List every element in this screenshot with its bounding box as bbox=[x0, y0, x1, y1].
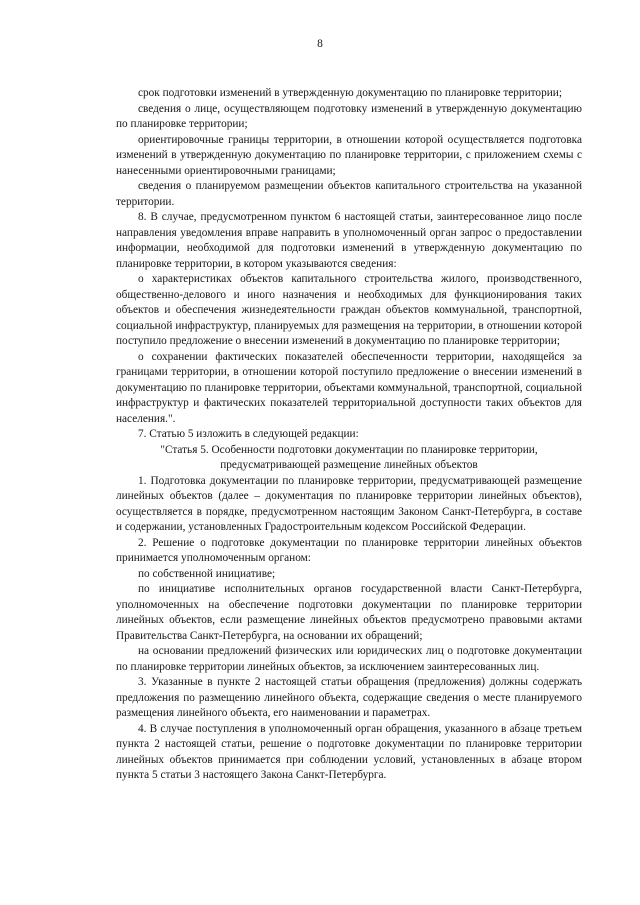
paragraph: 2. Решение о подготовке документации по планировке территории линейных объектов принимается уполномоченным органом: bbox=[116, 536, 582, 564]
paragraph: ориентировочные границы территории, в отношении которой осуществляется подготовка изменений в утвержденную документацию по планировке территории, с приложением схемы с нанесенными ориентировочными границами; bbox=[116, 133, 582, 177]
paragraph: о характеристиках объектов капитального строительства жилого, производственного, общественно-делового и иного назначения и необходимых для функционирования таких объектов и обеспечения жизнедеятельности граждан объектов коммунальной, транспортной, социальной инфраструктур, планируемых для размещения на территории, в отношении которой поступило предложение о внесении изменений в документацию по планировке территории; bbox=[116, 273, 582, 347]
paragraph: по собственной инициативе; bbox=[138, 567, 276, 580]
page-number: 8 bbox=[317, 38, 323, 50]
paragraph: сведения о планируемом размещении объектов капитального строительства на указанной территории. bbox=[116, 180, 582, 208]
paragraph: на основании предложений физических или юридических лиц о подготовке документации по планировке территории линейных объектов, за исключением заинтересованных лиц. bbox=[116, 645, 582, 673]
paragraph: сведения о лице, осуществляющем подготовку изменений в утвержденную документацию по планировке территории; bbox=[116, 102, 582, 130]
paragraph: 3. Указанные в пункте 2 настоящей статьи обращения (предложения) должны содержать предложения по размещению линейного объекта, содержащие сведения о месте планируемого размещения линейного объекта, его наименовании и параметрах. bbox=[116, 676, 582, 719]
page-body bbox=[116, 86, 582, 784]
article-title-line: предусматривающей размещение линейных объектов bbox=[220, 459, 478, 471]
paragraph: 4. В случае поступления в уполномоченный орган обращения, указанного в абзаце третьем пункта 2 настоящей статьи, решение о подготовке документации по планировке территории линейных объектов принимается при соблюдении условий, установленных в абзаце втором пункта 5 статьи 3 настоящего Закона Санкт-Петербурга. bbox=[116, 722, 582, 781]
paragraph: о сохранении фактических показателей обеспеченности территории, находящейся за границами территории, в отношении которой поступило предложение о внесении изменений в документацию по планировке территории, объектами коммунальной, транспортной, социальной инфраструктур и фактических показателей территориальной доступности таких объектов для населения.". bbox=[116, 350, 582, 425]
paragraph: срок подготовки изменений в утвержденную документацию по планировке территории; bbox=[138, 87, 562, 99]
paragraph: 1. Подготовка документации по планировке территории, предусматривающей размещение линейных объектов (далее – документация по планировке территории линейных объектов), осуществляется в порядке, предусмотренном настоящим Законом Санкт-Петербурга, в составе и содержании, установленных Градостроительным кодексом Российской Федерации. bbox=[116, 474, 582, 533]
paragraph: 8. В случае, предусмотренном пунктом 6 настоящей статьи, заинтересованное лицо после направления уведомления вправе направить в уполномоченный орган запрос о предоставлении информации, необходимой для подготовки изменений в утвержденную документацию по планировке территории, в котором указываются сведения: bbox=[116, 211, 582, 270]
paragraph: по инициативе исполнительных органов государственной власти Санкт-Петербурга, уполномоченных на обеспечение подготовки документации по планировке территории линейных объектов, если размещение линейных объектов предусмотрено правовыми актами Правительства Санкт-Петербурга, на основании их обращений; bbox=[116, 583, 582, 642]
article-title-line: "Статья 5. Особенности подготовки документации по планировке территории, bbox=[160, 443, 538, 456]
article-title bbox=[116, 443, 582, 474]
paragraph: 7. Статью 5 изложить в следующей редакции: bbox=[138, 428, 359, 440]
